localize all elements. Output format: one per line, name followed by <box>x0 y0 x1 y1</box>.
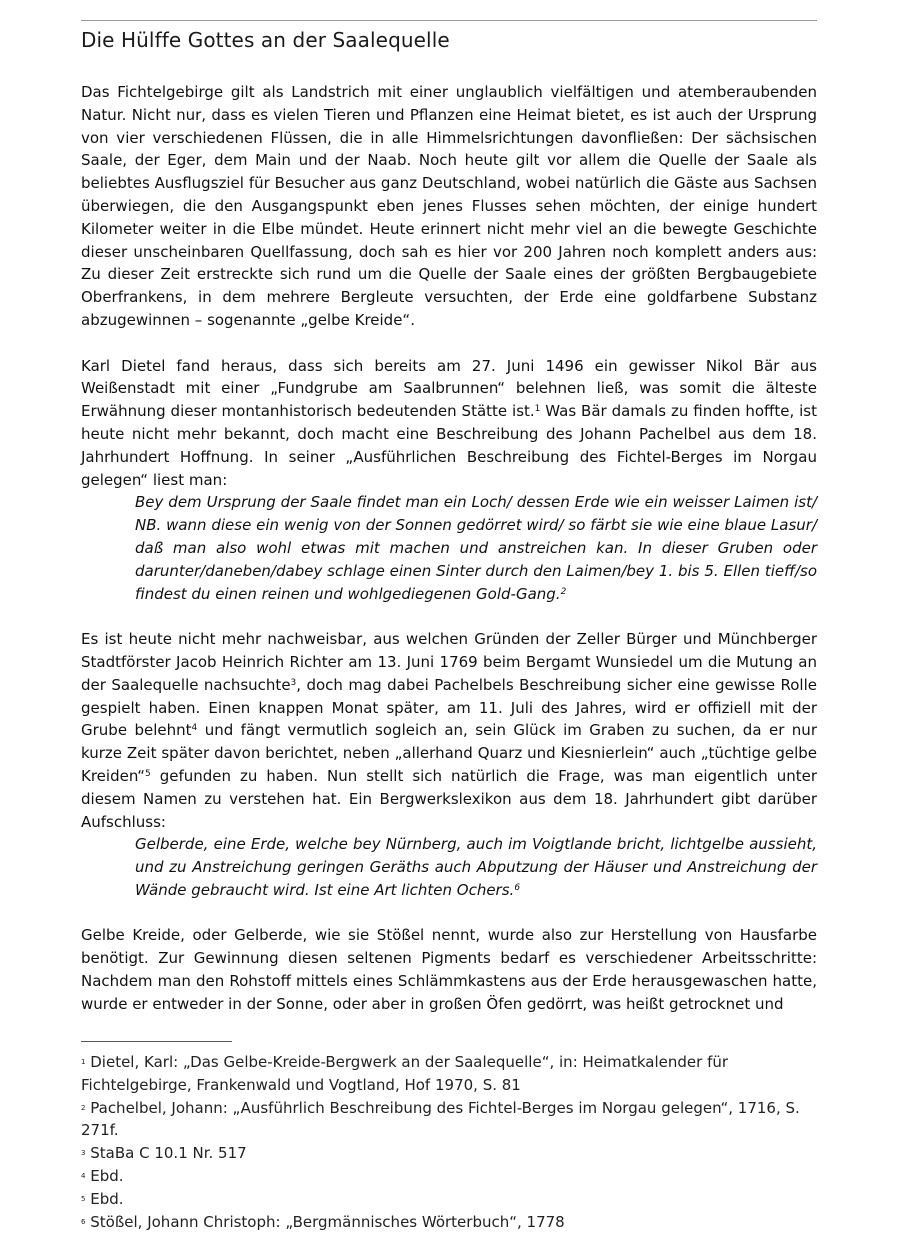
footnotes <box>81 1051 817 1233</box>
quote-pachelbel: Bey dem Ursprung der Saale findet man ein Loch/ dessen Erde wie ein weisser Laimen ist/ NB. wann diese ein wenig von der Sonnen gedörret wird/ so färbt sie wie eine blaue Lasur/ daß man also wohl etwas mit machen und anstreichen kan. In dieser Gruben oder darunter/daneben/dabey schlage einen Sinter durch den Laimen/bey 1. bis 5. Ellen tieff/so findest du einen reinen und wohlgediegenen Gold-Gang.$^2$ <box>135 493 817 603</box>
footnote: $^6$ Stößel, Johann Christoph: „Bergmännisches Wörterbuch“, 1778 <box>81 1212 565 1231</box>
paragraph-1: Das Fichtelgebirge gilt als Landstrich mit einer unglaublich vielfältigen und atemberaubenden Natur. Nicht nur, dass es vielen Tieren und Pflanzen eine Heimat bietet, es ist auch der Ursprung von vier verschiedenen Flüssen, die in alle Himmelsrichtungen davonfließen: Der sächsischen Saale, der Eger, dem Main und der Naab. Noch heute gilt vor allem die Quelle der Saale als beliebtes Ausflugsziel für Besucher aus ganz Deutschland, wobei natürlich die Gäste aus Sachsen überwiegen, die den Ausgangspunkt eben jenes Flusses sehen möchten, der einige hundert Kilometer weiter in die Elbe mündet. Heute erinnert nicht mehr viel an die bewegte Geschichte dieser unscheinbaren Quellfassung, doch sah es hier vor 200 Jahren noch komplett anders aus: Zu dieser Zeit erstreckte sich rund um die Quelle der Saale eines der größten Bergbaugebiete Oberfrankens, in dem mehrere Bergleute versuchten, der Erde eine goldfarbene Substanz abzugewinnen – sogenannte „gelbe Kreide“. <box>81 83 817 329</box>
body-text <box>81 81 817 1016</box>
footnote-separator <box>81 1041 232 1042</box>
footnote: $^3$ StaBa C 10.1 Nr. 517 <box>81 1144 247 1163</box>
footnote: $^1$ Dietel, Karl: „Das Gelbe-Kreide-Bergwerk an der Saalequelle“, in: Heimatkalender für Fichtelgebirge, Frankenwald und Vogtland, Hof 1970, S. 81 <box>81 1053 729 1094</box>
footnote-ref-5[interactable]: 5 <box>145 768 151 779</box>
footnote-ref-1[interactable]: 1 <box>534 404 541 415</box>
footnote: $^2$ Pachelbel, Johann: „Ausführlich Beschreibung des Fichtel-Berges im Norgau gelegen“, 1716, S. 271f. <box>81 1098 800 1140</box>
paragraph-2: Karl Dietel fand heraus, dass sich bereits am 27. Juni 1496 ein gewisser Nikol Bär aus Weißenstadt mit einer „Fundgrube am Saalbrunnen“ belehnen ließ, was somit die älteste Erwähnung dieser montanhistorisch bedeutenden Stätte ist.$^1$ Was Bär damals zu finden hoffte, ist heute nicht mehr bekannt, doch macht eine Beschreibung des Johann Pachelbel aus dem 18. Jahrhundert Hoffnung. In seiner „Ausführlichen Beschreibung des Fichtel-Berges im Norgau gelegen“ liest man: <box>81 356 817 489</box>
footnote: $^5$ Ebd. <box>81 1189 124 1208</box>
chapter-title: Die Hülffe Gottes an der Saalequelle <box>81 28 450 52</box>
footnote-ref-4[interactable]: 4 <box>191 723 198 734</box>
footnote-ref-3[interactable]: 3 <box>290 677 297 688</box>
footnote-ref-2[interactable]: 2 <box>560 586 567 597</box>
footnote-ref-6[interactable]: 6 <box>514 882 521 893</box>
paragraph-3: Es ist heute nicht mehr nachweisbar, aus welchen Gründen der Zeller Bürger und Münchberger Stadtförster Jacob Heinrich Richter am 13. Juni 1769 beim Bergamt Wunsiedel um die Mutung an der Saalequelle nachsuchte$^3$, doch mag dabei Pachelbels Beschreibung sicher eine gewisse Rolle gespielt haben. Einen knappen Monat später, am 11. Juli des Jahres, wird er offiziell mit der Grube belehnt$^4$ und fängt vermutlich sogleich an, sein Glück im Graben zu suchen, da er nur kurze Zeit später davon berichtet, neben „allerhand Quarz und Kiesnierlein“ auch „tüchtige gelbe Kreiden“$^5$ gefunden zu haben. Nun stellt sich natürlich die Frage, was man eigentlich unter diesem Namen zu verstehen hat. Ein Bergwerkslexikon aus dem 18. Jahrhundert gibt darüber Aufschluss: <box>81 630 817 831</box>
quote-bergwerkslexikon: Gelberde, eine Erde, welche bey Nürnberg, auch im Voigtlande bricht, lichtgelbe aussieht, und zu Anstreichung geringen Geräths auch Abputzung der Häuser und Anstreichung der Wände gebraucht wird. Ist eine Art lichten Ochers.$^6$ <box>135 835 817 899</box>
paragraph-4: Gelbe Kreide, oder Gelberde, wie sie Stößel nennt, wurde also zur Herstellung von Hausfarbe benötigt. Zur Gewinnung diesen seltenen Pigments bedarf es verschiedener Arbeitsschritte: Nachdem man den Rohstoff mittels eines Schlämmkastens aus der Erde herausgewaschen hatte, wurde er entweder in der Sonne, oder aber in großen Öfen gedörrt, was heißt getrocknet und <box>81 926 817 1013</box>
footnote: $^4$ Ebd. <box>81 1166 124 1185</box>
header-rule <box>81 20 817 21</box>
